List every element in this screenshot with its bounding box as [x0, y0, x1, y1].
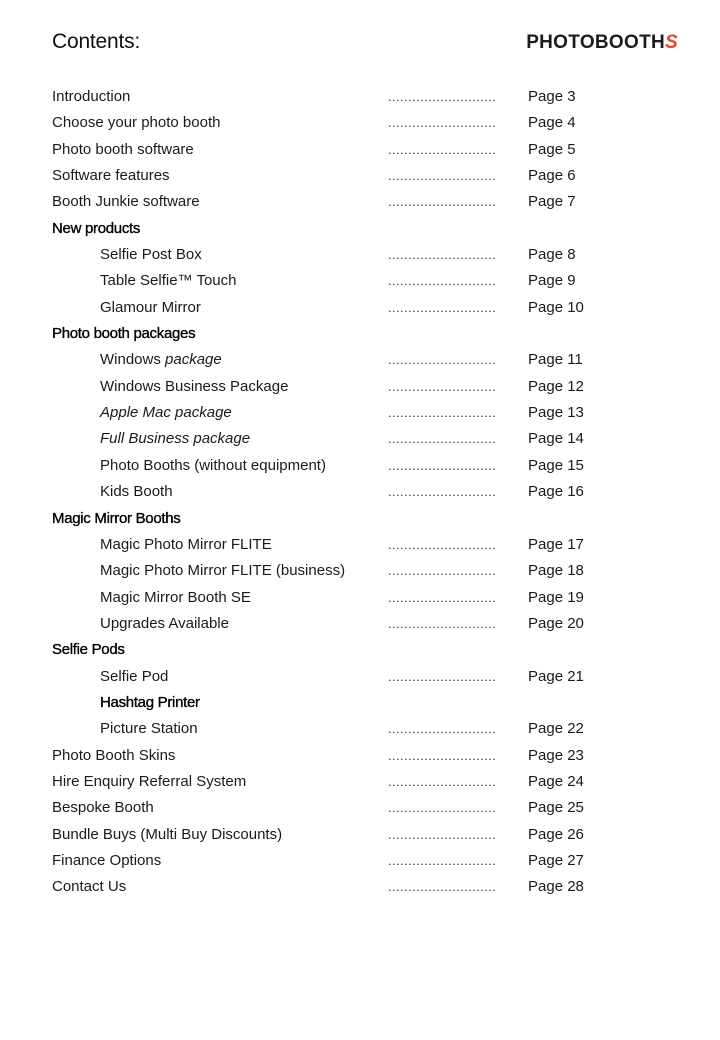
- dot-leader: ...........................: [388, 800, 497, 816]
- toc-page-number: Page 28: [528, 878, 584, 896]
- logo-text: PHOTOBOOTH: [526, 32, 666, 53]
- toc-entry[interactable]: [52, 84, 612, 110]
- dot-leader: ...........................: [388, 563, 497, 579]
- toc-section-heading: [52, 321, 612, 347]
- toc-entry[interactable]: [52, 743, 612, 769]
- page-header: [52, 30, 678, 60]
- toc-entry-label: Bespoke Booth: [52, 799, 154, 817]
- toc-entry[interactable]: [52, 716, 612, 742]
- toc-page-number: Page 20: [528, 614, 584, 632]
- toc-page-number: Page 25: [528, 799, 584, 817]
- toc-entry-label: Software features: [52, 167, 170, 185]
- toc-page-number: Page 9: [528, 272, 576, 290]
- dot-leader: ...........................: [388, 141, 497, 157]
- toc-entry-label: Windows package: [100, 351, 222, 369]
- toc-entry-label: Upgrades Available: [100, 614, 229, 632]
- toc-entry[interactable]: [52, 268, 612, 294]
- toc-entry-label: Kids Booth: [100, 483, 173, 501]
- toc-entry[interactable]: [52, 585, 612, 611]
- toc-entry-label: Full Business package: [100, 430, 251, 448]
- toc-entry-label: Photo Booths (without equipment): [100, 456, 326, 474]
- table-of-contents: [52, 84, 612, 901]
- toc-page-number: Page 19: [528, 588, 584, 606]
- toc-entry-label: Booth Junkie software: [52, 193, 200, 211]
- toc-entry-label: Hashtag Printer: [100, 693, 200, 711]
- toc-entry-label: Finance Options: [52, 851, 162, 869]
- toc-page-number: Page 13: [528, 404, 584, 422]
- toc-entry[interactable]: [52, 347, 612, 373]
- toc-entry-label: New products: [52, 219, 141, 237]
- toc-entry-label: Apple Mac package: [100, 404, 232, 422]
- toc-entry-label: Bundle Buys (Multi Buy Discounts): [52, 825, 283, 843]
- dot-leader: ...........................: [388, 536, 497, 552]
- toc-entry[interactable]: [52, 532, 612, 558]
- toc-entry[interactable]: [52, 242, 612, 268]
- toc-entry[interactable]: [52, 848, 612, 874]
- dot-leader: ...........................: [388, 431, 497, 447]
- toc-entry-label: Table Selfie™ Touch: [100, 272, 237, 290]
- toc-entry-label: Picture Station: [100, 720, 198, 738]
- toc-entry-label: Selfie Pod: [100, 667, 169, 685]
- dot-leader: ...........................: [388, 852, 497, 868]
- toc-entry[interactable]: [52, 453, 612, 479]
- toc-page-number: Page 24: [528, 772, 584, 790]
- toc-entry[interactable]: [52, 795, 612, 821]
- toc-page-number: Page 4: [528, 114, 576, 132]
- toc-entry-label: Windows Business Package: [100, 377, 289, 395]
- toc-entry-label: Contact Us: [52, 878, 127, 896]
- dot-leader: ...........................: [388, 668, 497, 684]
- toc-page-number: Page 17: [528, 535, 584, 553]
- toc-section-heading: [52, 216, 612, 242]
- toc-entry-label: Magic Mirror Booths: [52, 509, 181, 527]
- toc-page-number: Page 7: [528, 193, 576, 211]
- dot-leader: ...........................: [388, 457, 497, 473]
- toc-entry[interactable]: [52, 822, 612, 848]
- toc-entry-label: Introduction: [52, 88, 131, 105]
- toc-page-number: Page 10: [528, 298, 584, 316]
- toc-entry[interactable]: [52, 374, 612, 400]
- toc-page-number: Page 21: [528, 667, 584, 685]
- dot-leader: ...........................: [388, 826, 497, 842]
- toc-page-number: Page 18: [528, 562, 584, 580]
- toc-page-number: Page 26: [528, 825, 584, 843]
- toc-entry[interactable]: [52, 295, 612, 321]
- toc-entry[interactable]: [52, 769, 612, 795]
- toc-page-number: Page 27: [528, 851, 584, 869]
- toc-entry[interactable]: [52, 189, 612, 215]
- toc-entry-label: Magic Photo Mirror FLITE: [100, 535, 272, 553]
- toc-entry-label: Choose your photo booth: [52, 114, 221, 132]
- toc-page-number: Page 15: [528, 456, 584, 474]
- toc-entry-label: Photo booth packages: [52, 325, 196, 343]
- page-title: Contents:: [52, 30, 141, 53]
- toc-page-number: Page 22: [528, 720, 584, 738]
- dot-leader: ...........................: [388, 89, 497, 104]
- logo-accent-letter: S: [665, 32, 678, 53]
- dot-leader: ...........................: [388, 879, 497, 895]
- toc-entry[interactable]: [52, 479, 612, 505]
- dot-leader: ...........................: [388, 615, 497, 631]
- dot-leader: ...........................: [388, 378, 497, 394]
- dot-leader: ...........................: [388, 115, 497, 131]
- toc-section-heading: [52, 637, 612, 663]
- toc-entry[interactable]: [52, 137, 612, 163]
- dot-leader: ...........................: [388, 747, 497, 763]
- dot-leader: ...........................: [388, 773, 497, 789]
- toc-page-number: Page 5: [528, 140, 576, 158]
- toc-entry[interactable]: [52, 611, 612, 637]
- dot-leader: ...........................: [388, 721, 497, 737]
- toc-page-number: Page 6: [528, 167, 576, 185]
- dot-leader: ...........................: [388, 589, 497, 605]
- toc-entry[interactable]: [52, 110, 612, 136]
- toc-entry-label: Selfie Pods: [52, 641, 125, 659]
- toc-section-heading: [52, 506, 612, 532]
- toc-entry[interactable]: [52, 400, 612, 426]
- toc-entry-label: Magic Mirror Booth SE: [100, 588, 251, 606]
- dot-leader: ...........................: [388, 247, 497, 263]
- toc-page-number: Page 16: [528, 483, 584, 501]
- toc-page-number: Page 11: [528, 351, 583, 369]
- toc-entry-label: Photo Booth Skins: [52, 746, 176, 764]
- dot-leader: ...........................: [388, 484, 497, 500]
- toc-entry[interactable]: [52, 426, 612, 452]
- brand-logo: [526, 32, 678, 54]
- dot-leader: ...........................: [388, 405, 497, 421]
- toc-page-number: Page 12: [528, 377, 584, 395]
- toc-entry[interactable]: [52, 163, 612, 189]
- toc-entry[interactable]: [52, 874, 612, 900]
- toc-page-number: Page 14: [528, 430, 584, 448]
- toc-entry-label: Magic Photo Mirror FLITE (business): [100, 562, 346, 580]
- toc-page-number: Page 8: [528, 246, 576, 264]
- toc-entry[interactable]: [52, 664, 612, 690]
- dot-leader: ...........................: [388, 299, 497, 315]
- dot-leader: ...........................: [388, 352, 497, 368]
- toc-entry-label: Glamour Mirror: [100, 298, 201, 316]
- dot-leader: ...........................: [388, 168, 497, 184]
- toc-page-number: Page 3: [528, 88, 576, 105]
- toc-section-heading: [52, 690, 612, 716]
- dot-leader: ...........................: [388, 194, 497, 210]
- dot-leader: ...........................: [388, 273, 497, 289]
- toc-page-number: Page 23: [528, 746, 584, 764]
- toc-entry-label: Selfie Post Box: [100, 246, 202, 264]
- toc-entry-label: Hire Enquiry Referral System: [52, 772, 247, 790]
- toc-entry[interactable]: [52, 558, 612, 584]
- toc-entry-label: Photo booth software: [52, 140, 194, 158]
